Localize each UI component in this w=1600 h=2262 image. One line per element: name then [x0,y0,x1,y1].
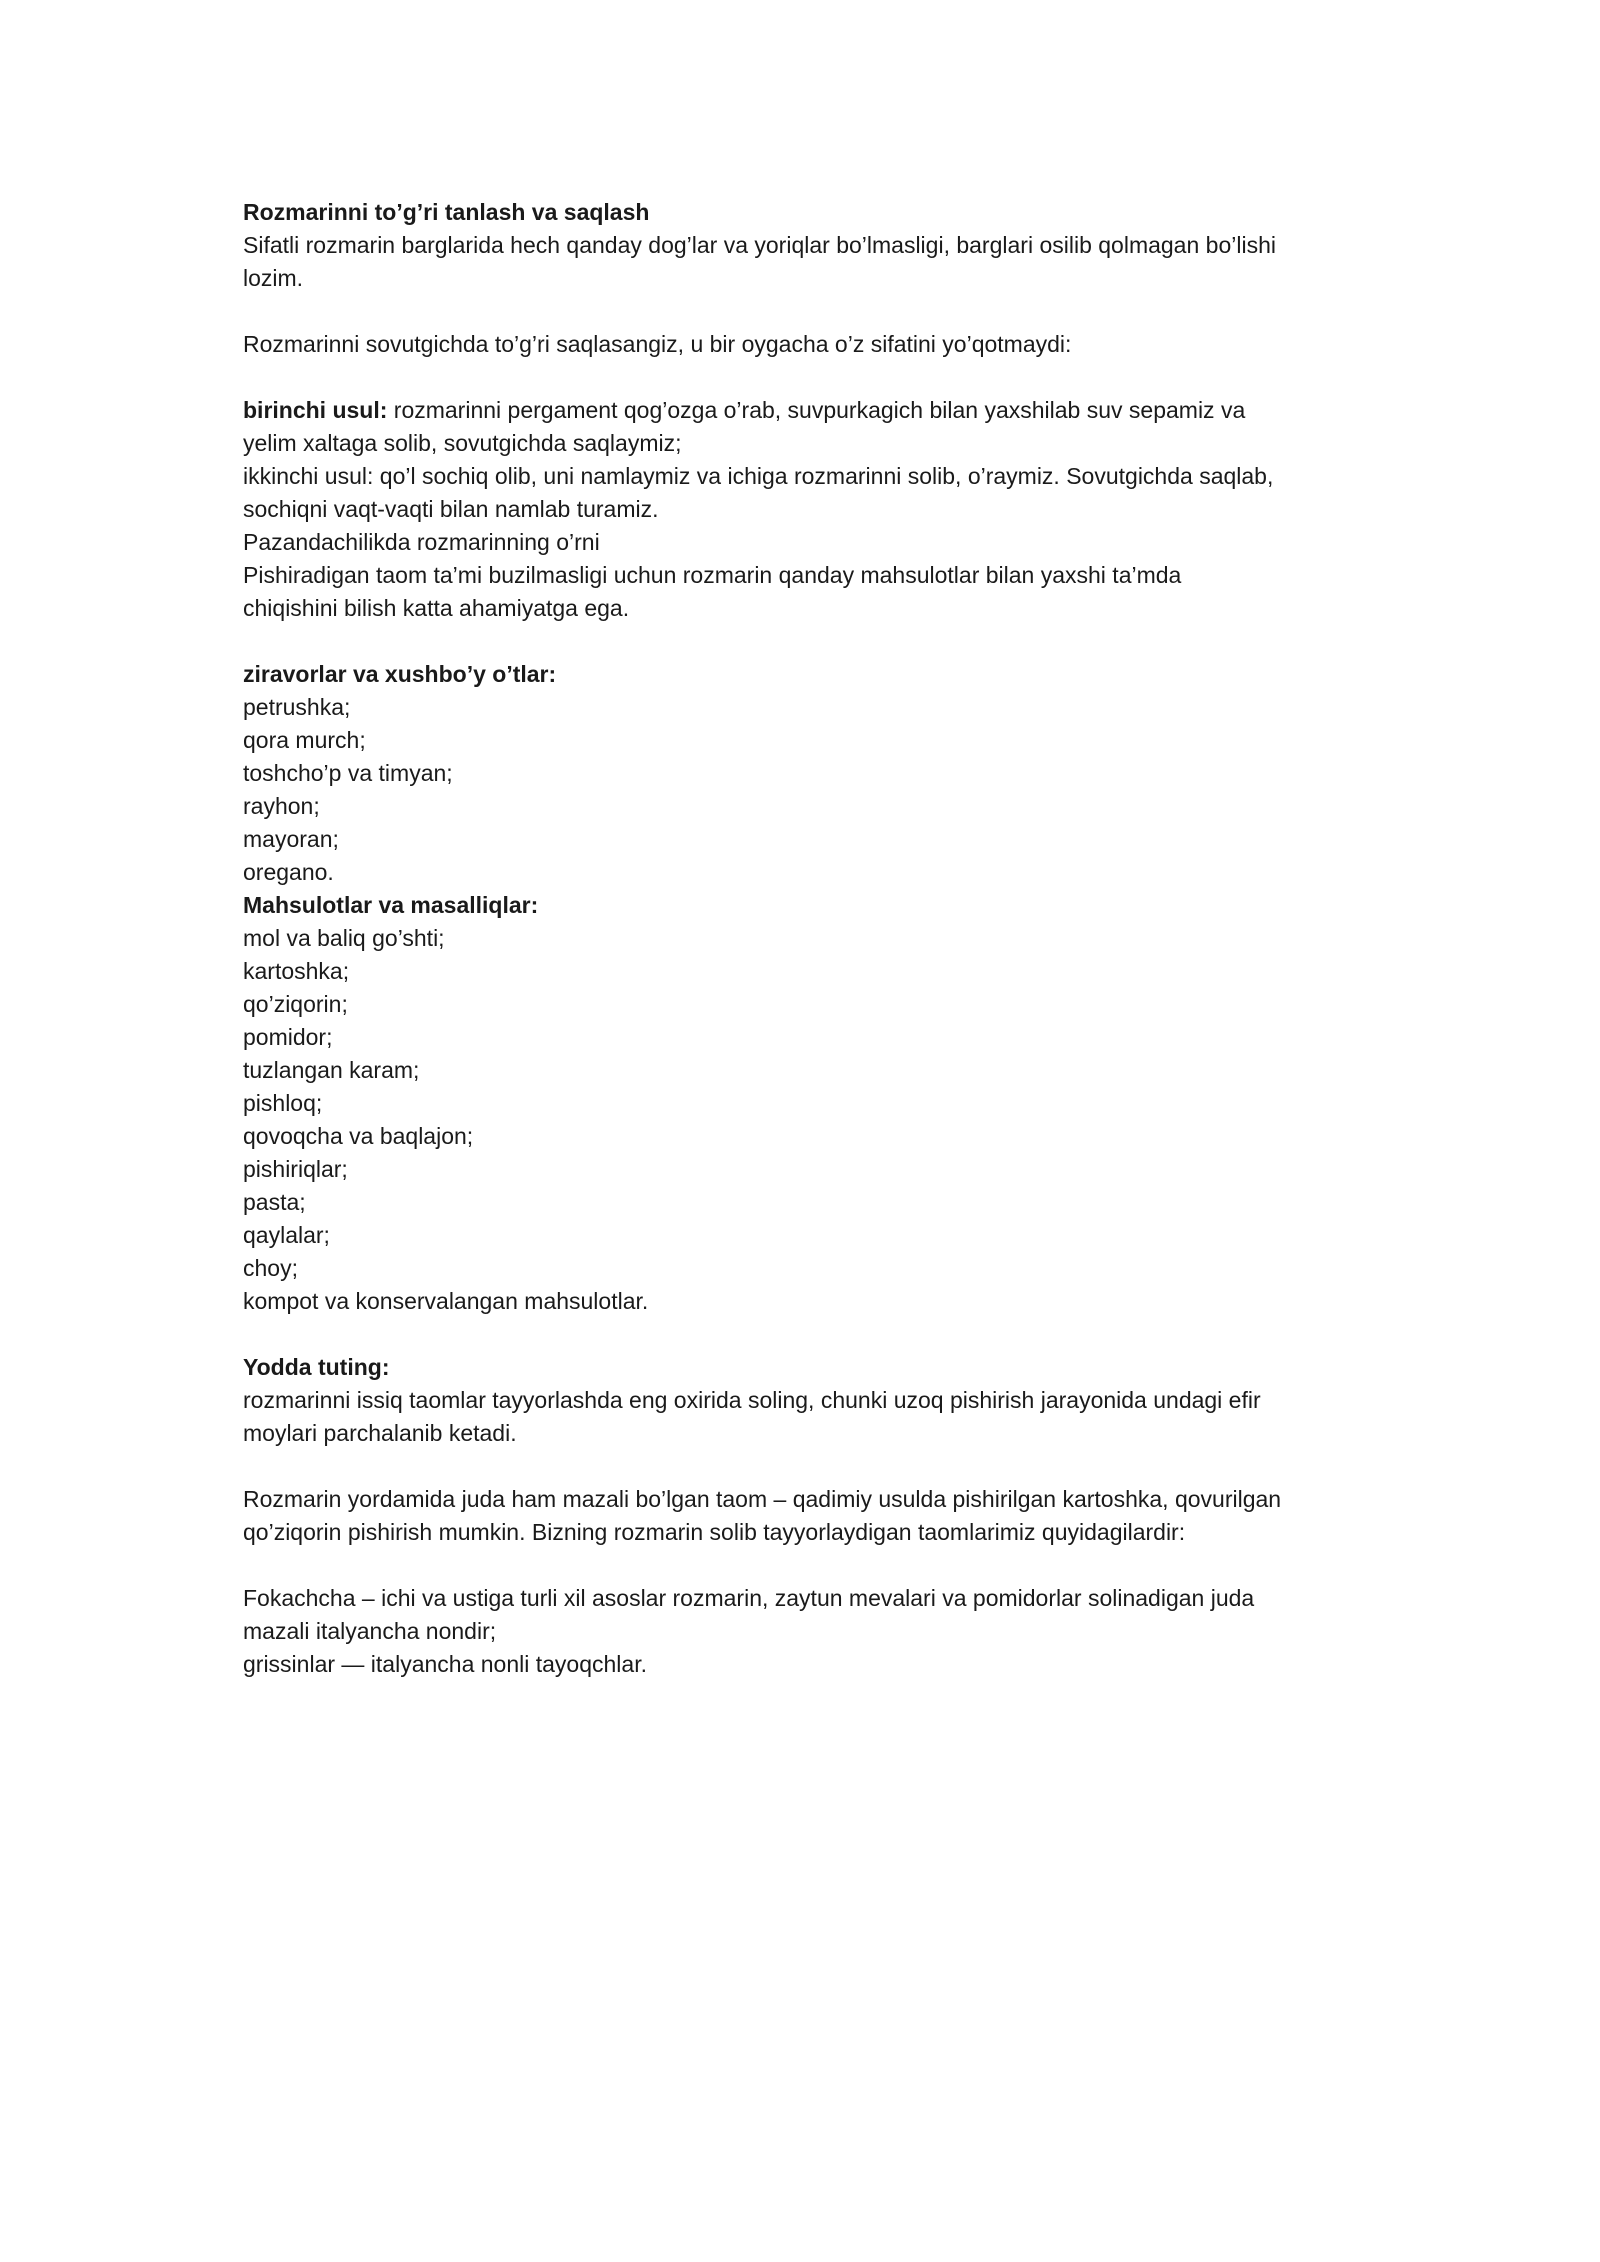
remember-line2: moylari parchalanib ketadi. [243,1420,517,1446]
spacer [243,1549,1373,1582]
spices-heading: ziravorlar va xushbo’y o’tlar: [243,661,557,687]
paragraph-quality-line1: Sifatli rozmarin barglarida hech qanday dog’lar va yoriqlar bo’lmasligi, barglari osilib qolmagan bo’lishi [243,232,1276,258]
products-heading: Mahsulotlar va masalliqlar: [243,892,539,918]
list-item: pishiriqlar; [243,1156,348,1182]
list-item: choy; [243,1255,298,1281]
list-item: kompot va konservalangan mahsulotlar. [243,1288,649,1314]
list-item: oregano. [243,859,334,885]
paragraph-focaccia-line1: Fokachcha – ichi va ustiga turli xil asoslar rozmarin, zaytun mevalari va pomidorlar solinadigan juda [243,1585,1255,1611]
spacer [243,1450,1373,1483]
document-body [243,196,1373,1681]
spacer [243,361,1373,394]
paragraph-storage-intro: Rozmarinni sovutgichda to’g’ri saqlasangiz, u bir oygacha o’z sifatini yo’qotmaydi: [243,331,1072,357]
list-item: pasta; [243,1189,306,1215]
remember-heading: Yodda tuting: [243,1354,390,1380]
list-item: petrushka; [243,694,351,720]
list-item: kartoshka; [243,958,350,984]
list-item: rayhon; [243,793,320,819]
method-two-line1: ikkinchi usul: qo’l sochiq olib, uni namlaymiz va ichiga rozmarinni solib, o’raymiz. Sovutgichda saqlab, [243,463,1274,489]
method-two-line2: sochiqni vaqt-vaqti bilan namlab turamiz. [243,496,659,522]
list-item: mol va baliq go’shti; [243,925,445,951]
method-one-text: rozmarinni pergament qog’ozga o’rab, suvpurkagich bilan yaxshilab suv sepamiz va [387,397,1246,423]
list-item: pishloq; [243,1090,323,1116]
method-one-label: birinchi usul: [243,397,388,423]
products-list [243,922,1373,1318]
list-item: mayoran; [243,826,339,852]
list-item: qovoqcha va baqlajon; [243,1123,474,1149]
spacer [243,1318,1373,1351]
method-one-line2: yelim xaltaga solib, sovutgichda saqlaymiz; [243,430,682,456]
section-heading-selection: Rozmarinni to’g’ri tanlash va saqlash [243,199,650,225]
list-item: qaylalar; [243,1222,330,1248]
paragraph-cooking-line2: chiqishini bilish katta ahamiyatga ega. [243,595,630,621]
paragraph-focaccia-line2: mazali italyancha nondir; [243,1618,497,1644]
paragraph-dishes-line2: qo’ziqorin pishirish mumkin. Bizning rozmarin solib tayyorlaydigan taomlarimiz quyidagilardir: [243,1519,1186,1545]
spacer [243,295,1373,328]
list-item: tuzlangan karam; [243,1057,420,1083]
list-item: qora murch; [243,727,366,753]
list-item: toshcho’p va timyan; [243,760,453,786]
spacer [243,625,1373,658]
paragraph-quality-line2: lozim. [243,265,304,291]
remember-line1: rozmarinni issiq taomlar tayyorlashda eng oxirida soling, chunki uzoq pishirish jarayonida undagi efir [243,1387,1261,1413]
section-heading-cooking: Pazandachilikda rozmarinning o’rni [243,529,600,555]
paragraph-dishes-line1: Rozmarin yordamida juda ham mazali bo’lgan taom – qadimiy usulda pishirilgan kartoshka, qovurilgan [243,1486,1282,1512]
spices-list [243,691,1373,889]
paragraph-grissini: grissinlar — italyancha nonli tayoqchlar. [243,1651,647,1677]
method-one-line1 [243,394,1373,427]
paragraph-cooking-line1: Pishiradigan taom ta’mi buzilmasligi uchun rozmarin qanday mahsulotlar bilan yaxshi ta’mda [243,562,1182,588]
list-item: pomidor; [243,1024,333,1050]
list-item: qo’ziqorin; [243,991,348,1017]
